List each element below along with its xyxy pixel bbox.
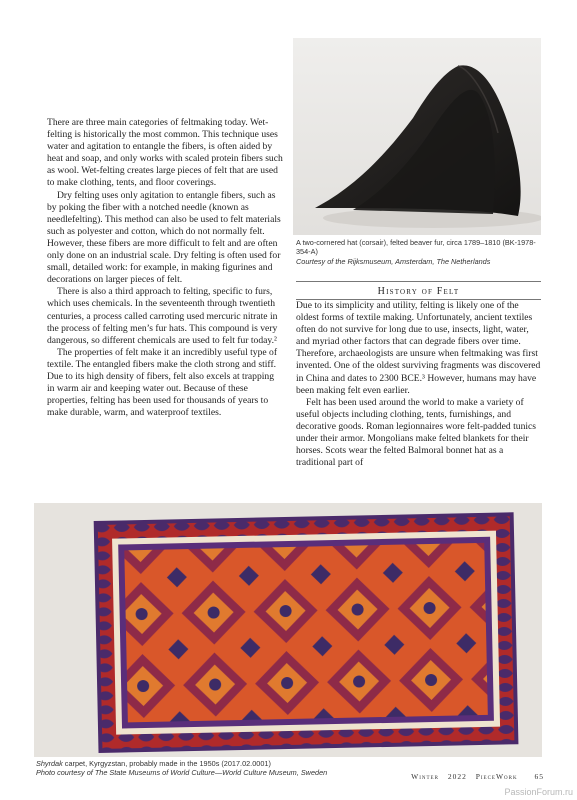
hat-caption-credit: Courtesy of the Rijksmuseum, Amsterdam, The Netherlands [296, 256, 491, 266]
footer-magazine: PieceWork [475, 772, 518, 781]
section-rule-top [296, 281, 541, 282]
paragraph: There is also a third approach to felting, specific to furs, which uses chemicals. In the seventeenth through twentieth centuries, a process called carroting used mercuric nitrate in the process of felting men’s fur hats. This compound is very dangerous, so different chemicals are used to felt fur today.² [47, 286, 278, 346]
carpet-caption-description [36, 759, 542, 768]
right-article-column [296, 300, 542, 469]
shyrdak-carpet-illustration [34, 503, 542, 757]
page-footer [334, 772, 544, 781]
hat-caption [296, 238, 542, 266]
carpet-caption-term: Shyrdak [36, 759, 63, 768]
paragraph: Dry felting uses only agitation to entangle fibers, such as by poking the fiber with a notched needle (known as needlefelting). This method can also be used to felt materials such as polyester and cotton, which do not normally felt. However, these fibers are more difficult to felt and are often only done on an industrial scale. Dry felting is often used for small, detailed work: for example, in making figurines and decorations on larger pieces of felt. [47, 189, 281, 286]
section-heading [296, 286, 541, 297]
left-article-column [47, 117, 283, 419]
watermark: PassionForum.ru [504, 787, 573, 797]
page-number: 65 [534, 772, 544, 781]
corsair-hat-illustration [293, 38, 541, 235]
corsair-hat-photo [293, 38, 541, 235]
paragraph: Due to its simplicity and utility, felting is likely one of the oldest forms of textile making. Unfortunately, ancient textiles often do not survive for long due to use, insects, light, water, and myriad other factors that can degrade fibers over time. Therefore, archaeologists are unsure when feltmaking was first invented. One of the oldest surviving fragments was discovered in China and dates to 2300 BCE.³ However, humans may have been making felt even earlier. [296, 300, 541, 396]
hat-caption-description: A two-cornered hat (corsair), felted beaver fur, circa 1789–1810 (BK-1978-354-A) [296, 238, 536, 257]
paragraph: The properties of felt make it an incredibly useful type of textile. The entangled fibers make the cloth strong and stiff. Due to its high density of fibers, felt also excels at trapping in warm air and keeping water out. Because of these properties, felting has been used for thousands of years to make durable, warm, and waterproof textiles. [47, 346, 278, 419]
section-heading-text: History of Felt [377, 286, 460, 297]
carpet-caption-rest: carpet, Kyrgyzstan, probably made in the 1950s (2017.02.0001) [62, 759, 271, 768]
footer-year: 2022 [447, 772, 467, 781]
paragraph: There are three main categories of feltmaking today. Wet-felting is historically the most common. This technique uses water and agitation to entangle the fibers, is often aided by heat and soap, and only works with scaled protein fibers such as wool. Wet-felting creates large pieces of felt that are used to make clothing, tents, and floor coverings. [47, 117, 283, 189]
shyrdak-carpet-photo [34, 503, 542, 757]
carpet-caption-credit: Photo courtesy of The State Museums of World Culture—World Culture Museum, Sweden [36, 768, 328, 778]
paragraph: Felt has been used around the world to make a variety of useful objects including clothing, tents, furnishings, and decorative goods. Roman legionnaires wore felt-padded tunics under their armor. Mongolians make felted blankets for their horses. Scots wear the felted Balmoral bonnet hat as a traditional part of [296, 396, 537, 469]
footer-season: Winter [411, 772, 439, 781]
